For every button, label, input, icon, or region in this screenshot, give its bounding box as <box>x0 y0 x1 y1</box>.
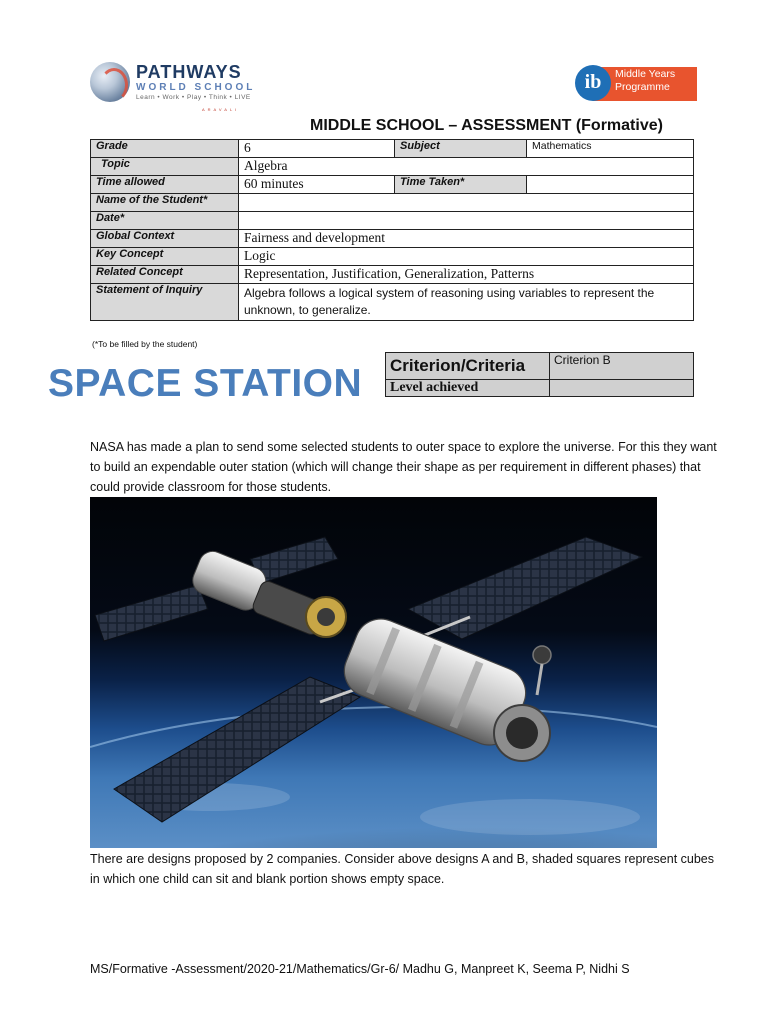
student-name-label: Name of the Student* <box>91 194 239 212</box>
page-footer: MS/Formative -Assessment/2020-21/Mathematics/Gr-6/ Madhu G, Manpreet K, Seema P, Nidhi S <box>90 962 630 976</box>
table-row <box>386 380 694 397</box>
table-row <box>91 266 694 284</box>
cloud-band <box>420 799 640 835</box>
inquiry-value: Algebra follows a logical system of reasoning using variables to represent the unknown, to generalize. <box>239 284 694 321</box>
ib-myp-logo <box>575 64 697 104</box>
grade-label: Grade <box>91 140 239 158</box>
designs-paragraph: There are designs proposed by 2 companies. Consider above designs A and B, shaded squares represent cubes in which one child can sit and blank portion shows empty space. <box>90 852 715 886</box>
table-row <box>91 140 694 158</box>
related-concept-value: Representation, Justification, Generalization, Patterns <box>239 266 694 284</box>
page-heading: SPACE STATION <box>48 362 363 405</box>
pathways-logo <box>90 60 270 120</box>
time-allowed-label: Time allowed <box>91 176 239 194</box>
related-concept-label: Related Concept <box>91 266 239 284</box>
date-field[interactable] <box>239 212 694 230</box>
inquiry-label: Statement of Inquiry <box>91 284 239 321</box>
table-row <box>386 353 694 380</box>
global-context-label: Global Context <box>91 230 239 248</box>
ib-circle-icon: ib <box>575 65 611 101</box>
criterion-label: Criterion/Criteria <box>386 353 550 380</box>
criterion-value: Criterion B <box>550 353 694 380</box>
table-row <box>91 284 694 321</box>
assessment-info-table <box>90 139 694 321</box>
school-subtitle: WORLD SCHOOL <box>136 82 256 93</box>
solar-array-upper-right <box>408 537 642 639</box>
grade-value: 6 <box>239 140 395 158</box>
ib-line-2: Programme <box>615 81 670 93</box>
time-taken-field[interactable] <box>527 176 694 194</box>
table-row <box>91 230 694 248</box>
document-title: MIDDLE SCHOOL – ASSESSMENT (Formative) <box>310 117 663 134</box>
topic-value: Algebra <box>239 158 694 176</box>
school-name: PATHWAYS <box>136 62 242 82</box>
criterion-table <box>385 352 694 397</box>
table-row <box>91 248 694 266</box>
time-taken-label: Time Taken* <box>395 176 527 194</box>
ib-programme-text <box>615 68 675 94</box>
time-allowed-value: 60 minutes <box>239 176 395 194</box>
space-station-illustration <box>90 497 657 848</box>
intro-paragraph: NASA has made a plan to send some selected students to outer space to explore the universe. For this they want to build an expendable outer station (which will change their shape as per requirement in different phases) that could provide classroom for those students. <box>90 440 717 494</box>
topic-label: Topic <box>91 158 239 176</box>
table-row <box>91 158 694 176</box>
table-row <box>91 176 694 194</box>
level-achieved-field[interactable] <box>550 380 694 397</box>
key-concept-value: Logic <box>239 248 694 266</box>
date-label: Date* <box>91 212 239 230</box>
global-context-value: Fairness and development <box>239 230 694 248</box>
key-concept-label: Key Concept <box>91 248 239 266</box>
school-tagline: Learn • Work • Play • Think • LIVE <box>136 94 251 101</box>
table-row <box>91 194 694 212</box>
space-station-image <box>90 497 657 848</box>
student-name-field[interactable] <box>239 194 694 212</box>
subject-label: Subject <box>395 140 527 158</box>
level-achieved-label: Level achieved <box>386 380 550 397</box>
ib-line-1: Middle Years <box>615 68 676 80</box>
globe-icon <box>90 62 130 102</box>
subject-value: Mathematics <box>527 140 694 158</box>
table-row <box>91 212 694 230</box>
fill-note: (*To be filled by the student) <box>92 339 198 349</box>
school-location: ARAVALI <box>202 107 240 112</box>
